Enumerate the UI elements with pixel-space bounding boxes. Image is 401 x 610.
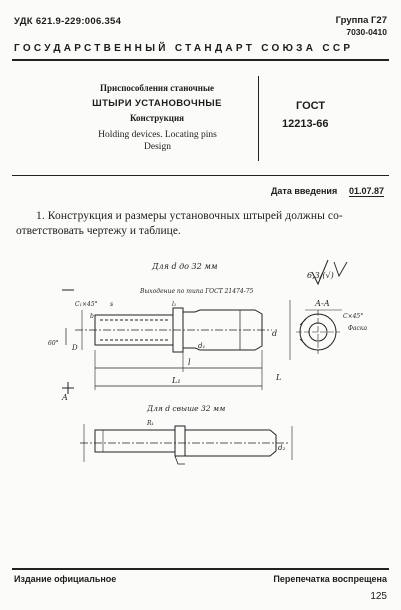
- footer-reprint: Перепечатка воспрещена: [273, 574, 387, 584]
- paragraph-1-line-1: 1. Конструкция и размеры установочных штырей должны со-: [36, 210, 343, 222]
- udk-code: УДК 621.9-229:006.354: [14, 16, 122, 27]
- dim-d1-label: d₁: [198, 342, 206, 350]
- group-code: Группа Г27: [335, 15, 387, 26]
- title-line-2: ШТЫРИ УСТАНОВОЧНЫЕ: [92, 98, 222, 109]
- header-rule: [12, 59, 389, 61]
- title-english-2: Design: [144, 142, 171, 152]
- title-english-1: Holding devices. Locating pins: [98, 130, 217, 140]
- standard-title: ГОСУДАРСТВЕННЫЙ СТАНДАРТ СОЮЗА ССР: [14, 43, 354, 54]
- title-line-1: Приспособления станочные: [100, 83, 214, 93]
- pin-collar-lower: [175, 426, 185, 456]
- okp-code: 7030-0410: [346, 27, 387, 37]
- l1-label: l₁: [172, 301, 177, 308]
- title-divider: [258, 76, 259, 161]
- dim-D-label: D: [72, 344, 78, 352]
- roughness-mark: 6,3/(√): [307, 271, 334, 280]
- dim-d2-label: d₂: [278, 444, 286, 452]
- b-label: b: [90, 313, 94, 320]
- chamfer-c-label: C×45°: [343, 313, 364, 320]
- paragraph-1-line-2: ответствовать чертежу и таблице.: [16, 225, 181, 237]
- footer-rule: [12, 568, 389, 570]
- caption-small-d: Для d до 32 мм: [152, 262, 218, 271]
- s-label: s: [110, 301, 114, 308]
- dim-l-label: l: [188, 358, 191, 367]
- page-number: 125: [370, 591, 387, 602]
- dim-d-label: d: [272, 329, 278, 338]
- pin-shank-lower: [95, 430, 175, 452]
- dim-L-label: L: [276, 373, 282, 382]
- technical-drawing: [0, 250, 401, 565]
- dim-L1-label: L₁: [172, 376, 181, 385]
- caption-large-d: Для d свыше 32 мм: [147, 404, 226, 413]
- flat-label: Фаска: [348, 325, 368, 332]
- chamfer-c1-label: C₁×45°: [75, 301, 98, 308]
- effective-label: Дата введения: [271, 186, 338, 196]
- gost-number: 12213-66: [282, 118, 329, 130]
- effective-date: 01.07.87: [349, 186, 385, 196]
- section-label: А-А: [315, 299, 330, 308]
- gost-label: ГОСТ: [296, 100, 326, 112]
- title-line-3: Конструкция: [129, 113, 185, 123]
- angle-label: 60°: [48, 340, 59, 347]
- footer-edition: Издание официальное: [14, 574, 117, 584]
- title-rule: [12, 175, 389, 176]
- view-a-label: A: [62, 393, 68, 402]
- groove-note: Выходение по типа ГОСТ 21474-75: [140, 288, 254, 295]
- radius-label: R₁: [147, 420, 154, 427]
